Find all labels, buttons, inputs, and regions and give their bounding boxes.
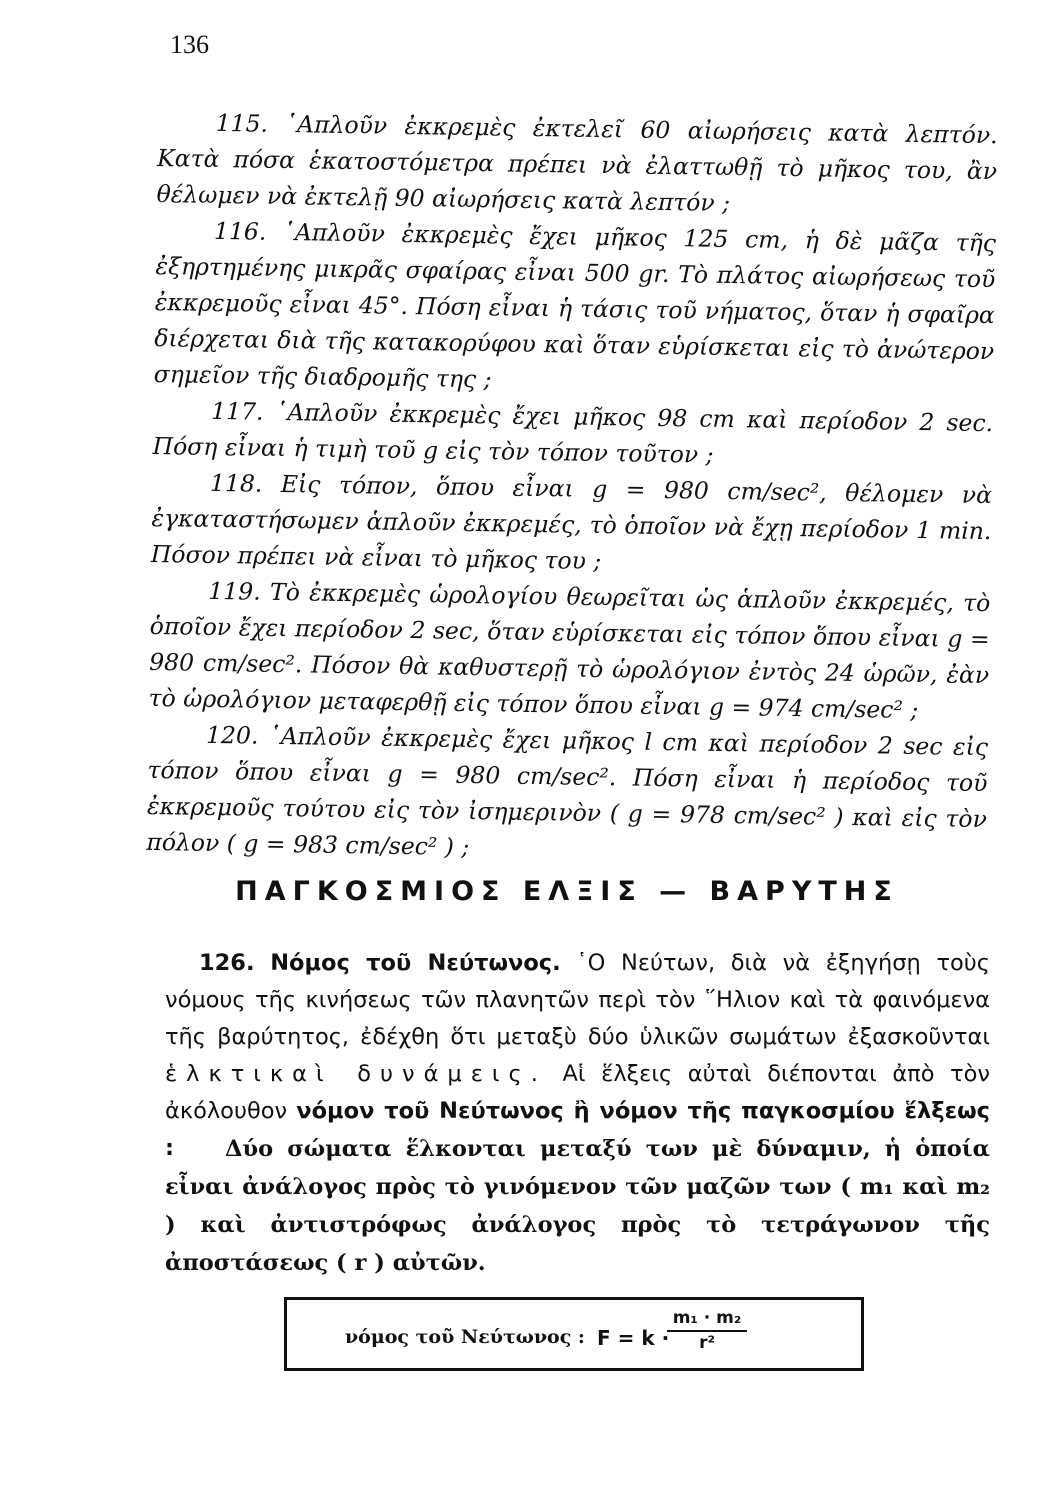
section-heading: Νόμος τοῦ Νεύτωνος. bbox=[270, 950, 561, 976]
problem-text: Εἰς τόπον, ὅπου εἶναι g = 980 cm/sec², θέλομεν νὰ ἐγκαταστήσωμεν ἁπλοῦν ἐκκρεμές, τὸ ὁποῖον νὰ ἔχῃ περίοδον 1 min. Πόσον πρέπει νὰ εἶναι τὸ μῆκος του ; bbox=[150, 469, 993, 576]
law-text-1: ῾Ο Νεύτων, διὰ νὰ ἐξηγήσῃ τοὺς νόμους τῆς κινήσεως τῶν πλανητῶν περὶ τὸν ῞Ηλιον καὶ τὰ φαινόμενα τῆς βαρύτητος, ἐδέχθη ὅτι μεταξὺ δύο ὑλικῶν σωμάτων ἐξασκοῦνται bbox=[165, 950, 990, 1050]
formula-denominator: r² bbox=[699, 1333, 715, 1353]
problem-text: ῾Απλοῦν ἐκκρεμὲς ἔχει μῆκος l cm καὶ περίοδον 2 sec εἰς τόπον ὅπου εἶναι g = 980 cm/sec². Πόση εἶναι ἡ περίοδος τοῦ ἐκκρεμοῦς τούτου εἰς τὸν ἰσημερινὸν ( g = 978 cm/sec² ) καὶ εἰς τὸν πόλον ( g = 983 cm/sec² ) ; bbox=[146, 721, 989, 861]
problem-115 bbox=[156, 104, 998, 225]
problem-number: 116. bbox=[213, 216, 267, 246]
formula-fraction bbox=[667, 1308, 747, 1353]
problem-text: ῾Απλοῦν ἐκκρεμὲς ἔχει μῆκος 98 cm καὶ περίοδον 2 sec. Πόση εἶναι ἡ τιμὴ τοῦ g εἰς τὸν τόπον τοῦτον ; bbox=[152, 397, 994, 469]
formula-box bbox=[284, 1297, 864, 1371]
spaced-term: ἑλκτικαὶ δυνάμεις. bbox=[165, 1061, 547, 1087]
problem-number: 115. bbox=[215, 108, 269, 138]
problem-text: ῾Απλοῦν ἐκκρεμὲς ἔχει μῆκος 125 cm, ἡ δὲ μᾶζα τῆς ἐξηρτημένης μικρᾶς σφαίρας εἶναι 500 gr. Τὸ πλάτος αἰωρήσεως τοῦ ἐκκρεμοῦς εἶναι 45°. Πόση εἶναι ἡ τάσις τοῦ νήματος, ὅταν ἡ σφαῖρα διέρχεται διὰ τῆς κατακορύφου καὶ ὅταν εὑρίσκεται εἰς τὸ ἀνώτερον σημεῖον τῆς διαδρομῆς της ; bbox=[153, 217, 997, 394]
problem-117 bbox=[152, 392, 993, 477]
law-bold-tail: νόμον τοῦ Νεύτωνος ἢ νόμον τῆς παγκοσμίου ἕλξεως : bbox=[165, 1098, 990, 1161]
problem-116 bbox=[153, 212, 996, 405]
problem-number: 117. bbox=[210, 396, 264, 426]
law-statement bbox=[165, 1130, 990, 1282]
formula-label: νόμος τοῦ Νεύτωνος : bbox=[345, 1326, 585, 1348]
page-number: 136 bbox=[170, 30, 209, 59]
problem-list bbox=[146, 104, 998, 873]
problem-119 bbox=[148, 572, 990, 729]
problem-number: 119. bbox=[208, 576, 261, 606]
problem-number: 118. bbox=[209, 468, 263, 498]
problem-text: Τὸ ἐκκρεμὲς ὡρολογίου θεωρεῖται ὡς ἁπλοῦν ἐκκρεμές, τὸ ὁποῖον ἔχει περίοδον 2 sec, ὅταν εὑρίσκεται εἰς τόπον ὅπου εἶναι g = 980 cm/sec². Πόσον θὰ καθυστερῇ τὸ ὡρολόγιον ἐντὸς 24 ὡρῶν, ἐὰν τὸ ὡρολόγιον μεταφερθῇ εἰς τόπον ὅπου εἶναι g = 974 cm/sec² ; bbox=[148, 577, 991, 725]
section-title: ΠΑΓΚΟΣΜΙΟΣ ΕΛΞΙΣ — ΒΑΡΥΤΗΣ bbox=[235, 876, 899, 907]
formula-lhs: F = k · bbox=[597, 1326, 670, 1350]
problem-text: ῾Απλοῦν ἐκκρεμὲς ἐκτελεῖ 60 αἰωρήσεις κατὰ λεπτόν. Κατὰ πόσα ἑκατοστόμετρα πρέπει νὰ ἐλαττωθῇ τὸ μῆκος του, ἂν θέλωμεν νὰ ἐκτελῇ 90 αἰωρήσεις κατὰ λεπτόν ; bbox=[156, 110, 998, 217]
law-text-2: Αἱ ἕλξεις αὐταὶ διέπονται ἀπὸ τὸν ἀκόλουθον bbox=[165, 1061, 990, 1124]
problem-120 bbox=[146, 716, 988, 873]
law-statement-text: Δύο σώματα ἕλκονται μεταξύ των μὲ δύναμιν, ἡ ὁποία εἶναι ἀνάλογος πρὸς τὸ γινόμενον τῶν μαζῶν των ( m₁ καὶ m₂ ) καὶ ἀντιστρόφως ἀνάλογος πρὸς τὸ τετράγωνον τῆς ἀποστάσεως ( r ) αὐτῶν. bbox=[165, 1136, 990, 1276]
problem-number: 120. bbox=[205, 720, 259, 750]
section-number: 126. bbox=[199, 950, 255, 976]
problem-118 bbox=[151, 464, 993, 585]
formula-numerator: m₁ · m₂ bbox=[667, 1308, 747, 1332]
